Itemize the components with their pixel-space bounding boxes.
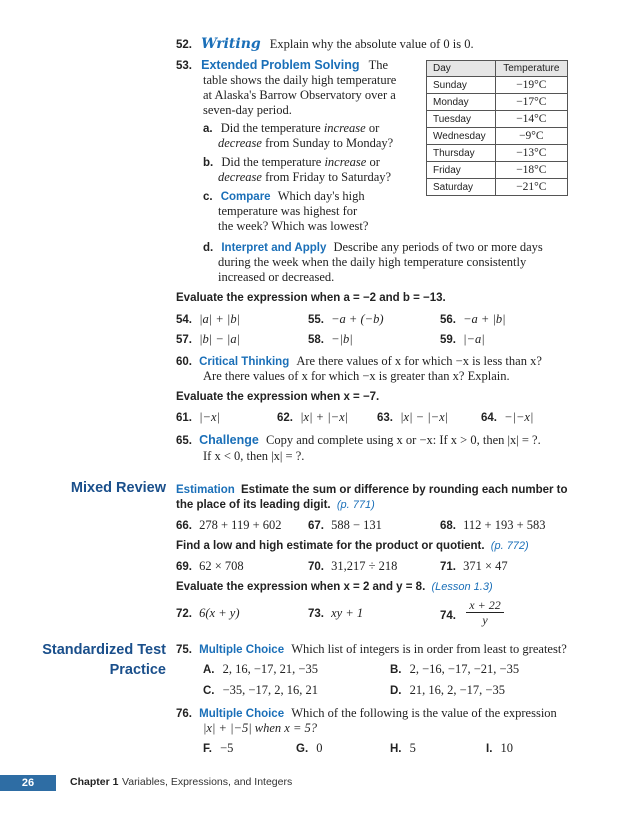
table-row: Monday −17°C xyxy=(427,94,568,111)
problem-62: 62. |x| + |−x| xyxy=(277,410,349,424)
choice-a: A. 2, 16, −17, 21, −35 xyxy=(203,662,318,676)
find-estimate-instruction: Find a low and high estimate for the product or quotient. (p. 772) xyxy=(176,540,529,552)
estimation-instruction: Estimation Estimate the sum or difference by rounding each number to xyxy=(176,484,568,496)
problem-53c-line2: temperature was highest for xyxy=(218,204,358,218)
problem-65-line2: If x < 0, then |x| = ?. xyxy=(203,449,305,463)
mixed-review-heading: Mixed Review xyxy=(70,480,166,496)
problem-53d: d. Interpret and Apply Describe any periods of two or more days xyxy=(203,240,543,254)
choice-g: G. 0 xyxy=(296,741,323,755)
problem-53a: a. Did the temperature increase or xyxy=(203,121,380,135)
problem-53d-line2: during the week when the daily high temperature consistently xyxy=(218,255,527,269)
page-number: 26 xyxy=(0,775,56,791)
evaluate-instruction-1: Evaluate the expression when a = −2 and b = −13. xyxy=(176,292,446,304)
problem-58: 58. −|b| xyxy=(308,332,353,346)
problem-76-line2: |x| + |−5| when x = 5? xyxy=(203,721,318,735)
problem-64: 64. −|−x| xyxy=(481,410,534,424)
problem-53d-line3: increased or decreased. xyxy=(218,270,335,284)
problem-59: 59. |−a| xyxy=(440,332,485,346)
chapter-title: Variables, Expressions, and Integers xyxy=(122,776,293,788)
choice-c: C. −35, −17, 2, 16, 21 xyxy=(203,683,318,697)
choice-h: H. 5 xyxy=(390,741,416,755)
problem-70: 70. 31,217 ÷ 218 xyxy=(308,559,398,573)
problem-61: 61. |−x| xyxy=(176,410,220,424)
problem-60: 60. Critical Thinking Are there values of x for which −x is less than x? xyxy=(176,354,542,368)
footer xyxy=(0,772,638,794)
problem-52: 52. Writing Explain why the absolute value of 0 is 0. xyxy=(176,36,474,52)
problem-53-heading: 53. Extended Problem Solving The xyxy=(176,58,389,72)
problem-53c: c. Compare Which day's high xyxy=(203,189,365,203)
fraction-numerator: x + 22 xyxy=(466,598,504,613)
problem-60-line2: Are there values of x for which −x is greater than x? Explain. xyxy=(203,369,510,383)
problem-54: 54. |a| + |b| xyxy=(176,312,241,326)
evaluate-instruction-2: Evaluate the expression when x = −7. xyxy=(176,391,380,403)
table-row: Wednesday −9°C xyxy=(427,128,568,145)
chapter-label: Chapter 1 xyxy=(70,776,119,788)
problem-53b-line2: decrease from Friday to Saturday? xyxy=(218,170,392,184)
choice-i: I. 10 xyxy=(486,741,514,755)
fraction xyxy=(466,598,504,627)
problem-53c-line3: the week? Which was lowest? xyxy=(218,219,369,233)
table-row: Thursday −13°C xyxy=(427,145,568,162)
problem-56: 56. −a + |b| xyxy=(440,312,506,326)
choice-f: F. −5 xyxy=(203,741,234,755)
problem-57: 57. |b| − |a| xyxy=(176,332,241,346)
problem-53-line1: table shows the daily high temperature xyxy=(203,73,397,87)
problem-76: 76. Multiple Choice Which of the following is the value of the expression xyxy=(176,706,557,720)
choice-b: B. 2, −16, −17, −21, −35 xyxy=(390,662,520,676)
problem-63: 63. |x| − |−x| xyxy=(377,410,449,424)
estimation-instruction-line2: the place of its leading digit. (p. 771) xyxy=(176,499,375,511)
problem-53a-line2: decrease from Sunday to Monday? xyxy=(218,136,394,150)
problem-75: 75. Multiple Choice Which list of integers is in order from least to greatest? xyxy=(176,642,567,656)
standardized-test-heading: Standardized Test Practice xyxy=(42,642,166,678)
problem-71: 71. 371 × 47 xyxy=(440,559,508,573)
table-row: Saturday −21°C xyxy=(427,179,568,196)
problem-53-line2: at Alaska's Barrow Observatory over a xyxy=(203,88,396,102)
problem-74: 74. xyxy=(440,610,456,622)
problem-53b: b. Did the temperature increase or xyxy=(203,155,380,169)
table-row: Sunday −19°C xyxy=(427,77,568,94)
problem-53-line3: seven-day period. xyxy=(203,103,292,117)
problem-73: 73. xy + 1 xyxy=(308,606,364,620)
problem-65: 65. Challenge Copy and complete using x or −x: If x > 0, then |x| = ?. xyxy=(176,433,541,447)
table-header-day: Day xyxy=(427,61,496,77)
table-row: Friday −18°C xyxy=(427,162,568,179)
table-header-temperature: Temperature xyxy=(495,61,567,77)
table-row: Tuesday −14°C xyxy=(427,111,568,128)
table-header-row xyxy=(427,61,568,77)
choice-d: D. 21, 16, 2, −17, −35 xyxy=(390,683,505,697)
problem-55: 55. −a + (−b) xyxy=(308,312,384,326)
writing-label: Writing xyxy=(201,36,261,52)
problem-72: 72. 6(x + y) xyxy=(176,606,240,620)
evaluate-instruction-3: Evaluate the expression when x = 2 and y = 8. (Lesson 1.3) xyxy=(176,581,493,593)
fraction-denominator: y xyxy=(482,613,488,627)
temperature-table xyxy=(426,60,568,196)
problem-66: 66. 278 + 119 + 602 xyxy=(176,518,282,532)
problem-67: 67. 588 − 131 xyxy=(308,518,382,532)
problem-69: 69. 62 × 708 xyxy=(176,559,244,573)
problem-68: 68. 112 + 193 + 583 xyxy=(440,518,546,532)
